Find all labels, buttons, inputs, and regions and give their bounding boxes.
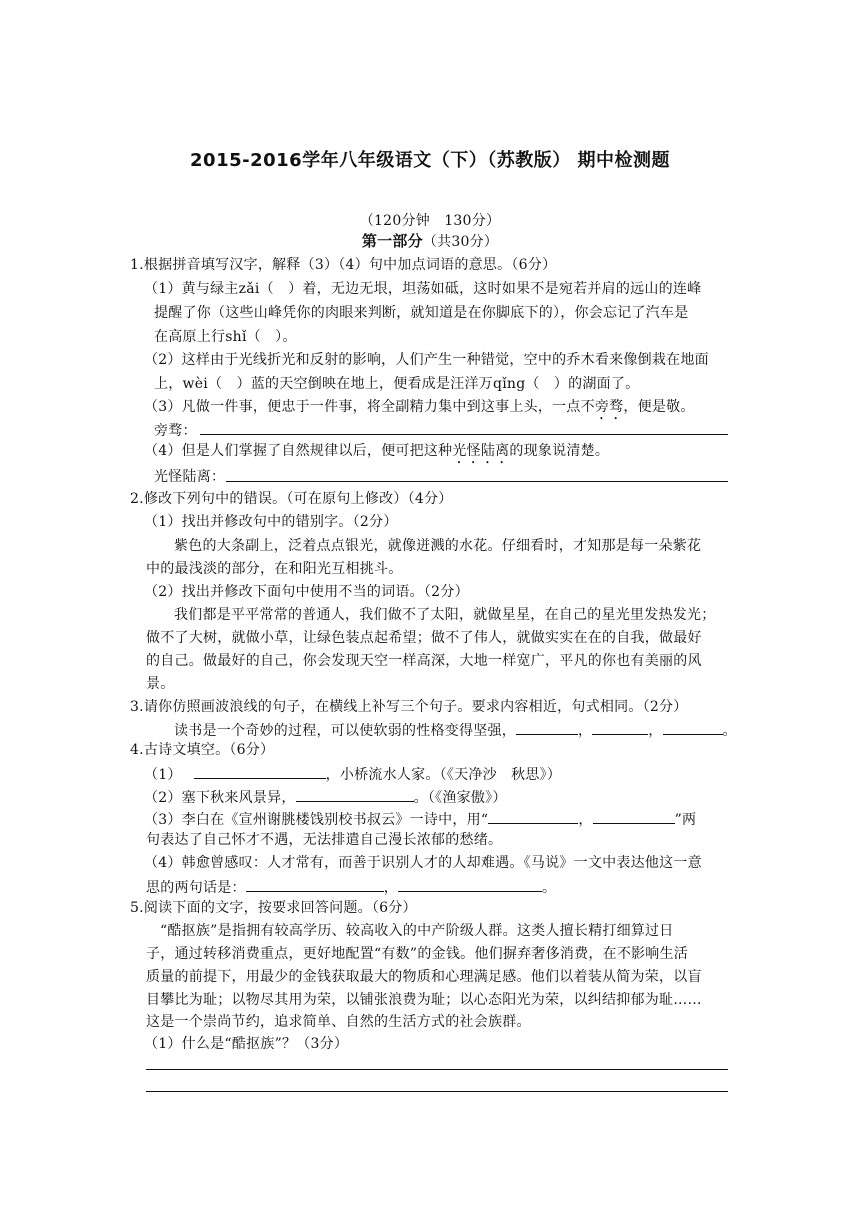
q5-passage-line3: 质量的前提下，用最少的金钱获取最大的物质和心理满足感。他们以着装从简为荣，以盲 <box>146 969 702 985</box>
q4-s4-blank-1[interactable] <box>246 876 384 892</box>
q5-stem: 5.阅读下面的文字，按要求回答问题。（6分） <box>130 900 417 916</box>
q4-s2-text-end: 。（《渔家傲》） <box>413 790 507 806</box>
part-one-score: （共30分） <box>422 234 499 250</box>
q2-p1-line1: 紫色的大条副上，泛着点点银光，就像迸溅的水花。仔细看时，才知那是每一朵紫花 <box>174 538 702 554</box>
q4-s3-text-end: ”两 <box>674 812 697 828</box>
q1-s3-text: （3）凡做一件事，便忠于一件事，将全副精力集中到这事上头，一点不 <box>144 399 595 415</box>
part-one-label: 第一部分 <box>361 232 423 250</box>
q4-s3-blank-2[interactable] <box>593 808 675 824</box>
q1-s3-answer-line[interactable] <box>200 434 728 435</box>
q2-p2-line1: 我们都是平平常常的普通人，我们做不了太阳，就做星星，在自己的星光里发热发光； <box>174 607 716 623</box>
q1-s4-dotted-word: 光怪陆离 <box>452 443 510 459</box>
q1-s3-answer-label: 旁骛： <box>154 423 197 439</box>
q3-blank-2[interactable] <box>592 719 648 735</box>
q1-s2-line2: 上，wèi（ ）蓝的天空倒映在地上，便看成是汪洋万qǐng（ ）的湖面了。 <box>154 376 640 392</box>
document-title: 2015-2016学年八年级语文（下）（苏教版） 期中检测题 <box>190 150 670 171</box>
time-score-line: （120分钟 130分） <box>359 213 501 229</box>
q2-p2-line2: 做不了大树，就做小草，让绿色装点起希望；做不了伟人，就做实实在在的自我，做最好 <box>146 630 702 646</box>
q1-s3-line <box>144 397 695 423</box>
q5-answer-line-1[interactable] <box>146 1069 728 1070</box>
q5-passage-line5: 这是一个崇尚节约，追求简单、自然的生活方式的社会族群。 <box>146 1014 531 1030</box>
q3-period: 。 <box>722 723 737 739</box>
q1-s1-line3: 在高原上行shǐ（ ）。 <box>154 329 297 345</box>
q5-s1: （1）什么是“酷抠族”？（3分） <box>144 1036 349 1052</box>
q3-blank-1[interactable] <box>516 719 578 735</box>
q3-text: 读书是一个奇妙的过程，可以使软弱的性格变得坚强， <box>174 723 516 739</box>
q1-s4-text-end: 的现象说清楚。 <box>509 443 610 459</box>
q4-s2-line <box>144 786 507 808</box>
q4-s4-line2 <box>146 876 556 898</box>
q3-line <box>174 719 737 741</box>
q4-s3-line2: 句表达了自己怀才不遇，无法排遣自己漫长浓郁的愁绪。 <box>146 832 503 848</box>
q1-s3-dotted-word: 旁骛 <box>594 399 624 415</box>
q5-passage-line1: “酷抠族”是指拥有较高学历、较高收入的中产阶级人群。这类人擅长精打细算过日 <box>160 923 674 939</box>
q4-s3-comma: ， <box>578 812 593 828</box>
q1-s1-line2: 提醒了你（这些山峰凭你的肉眼来判断，就知道是在你脚底下的），你会忘记了汽车是 <box>154 305 689 321</box>
q1-s1-line1: （1）黄与绿主zǎi（ ）着，无边无垠，坦荡如砥，这时如果不是宛若并肩的远山的连峰 <box>144 281 702 297</box>
q4-s1-text: （1） <box>144 767 182 783</box>
q1-s4-line <box>144 441 609 467</box>
q1-s2-line1: （2）这样由于光线折光和反射的影响，人们产生一种错觉，空中的乔木看来像倒栽在地面 <box>144 352 709 368</box>
q4-s2-blank[interactable] <box>296 786 414 802</box>
part-one-heading <box>0 231 860 252</box>
q4-s2-text: （2）塞下秋来风景异， <box>144 790 296 806</box>
q4-s1-blank[interactable] <box>194 763 326 779</box>
q5-passage-line4: 目攀比为耻；以物尽其用为荣，以铺张浪费为耻；以心态阳光为荣，以纠结抑郁为耻…… <box>146 992 702 1008</box>
q4-s4-text: 思的两句话是： <box>146 880 246 896</box>
q2-p2-line3: 的自己。做最好的自己，你会发现天空一样高深，大地一样宽广，平凡的你也有美丽的风 <box>146 653 702 669</box>
q1-s4-answer-line[interactable] <box>226 481 728 482</box>
q4-s4-line1: （4）韩愈曾感叹：人才常有，而善于识别人才的人却难遇。《马说》一文中表达他这一意 <box>144 855 702 871</box>
q3-stem: 3.请你仿照画波浪线的句子，在横线上补写三个句子。要求内容相近，句式相同。（2分） <box>130 699 688 715</box>
q4-s1-text-end: ，小桥流水人家。（《天净沙 秋思》） <box>325 767 562 783</box>
q4-s4-comma: ， <box>383 880 398 896</box>
q5-answer-line-2[interactable] <box>146 1091 728 1092</box>
q4-s3-text: （3）李白在《宣州谢朓楼饯别校书叔云》一诗中，用“ <box>144 812 489 828</box>
q3-comma-2: ， <box>648 723 663 739</box>
q1-s4-answer-label: 光怪陆离： <box>154 469 226 485</box>
q3-comma-1: ， <box>578 723 593 739</box>
q4-s4-blank-2[interactable] <box>398 876 542 892</box>
q2-s1: （1）找出并修改句中的错别字。（2分） <box>144 514 398 530</box>
q2-s2: （2）找出并修改下面句中使用不当的词语。（2分） <box>144 584 469 600</box>
q4-s1-line <box>144 763 561 785</box>
q2-p1-line2: 中的最浅淡的部分，在和阳光互相挑斗。 <box>146 561 403 577</box>
q4-s3-blank-1[interactable] <box>488 808 578 824</box>
q1-s3-text-end: ，便是敬。 <box>623 399 695 415</box>
q4-s4-period: 。 <box>542 880 557 896</box>
q3-blank-3[interactable] <box>663 719 723 735</box>
q4-stem: 4.古诗文填空。（6分） <box>130 742 275 758</box>
q1-s4-text: （4）但是人们掌握了自然规律以后，便可把这种 <box>144 443 453 459</box>
q4-s3-line1 <box>144 808 696 830</box>
q2-stem: 2.修改下列句中的错误。（可在原句上修改）（4分） <box>130 491 453 507</box>
q5-passage-line2: 子，通过转移消费重点，更好地配置“有数”的金钱。他们摒弃奢侈消费，在不影响生活 <box>146 946 689 962</box>
q2-p2-line4: 景。 <box>146 676 175 692</box>
q1-stem: 1.根据拼音填写汉字，解释（3）（4）句中加点词语的意思。（6分） <box>130 257 557 273</box>
